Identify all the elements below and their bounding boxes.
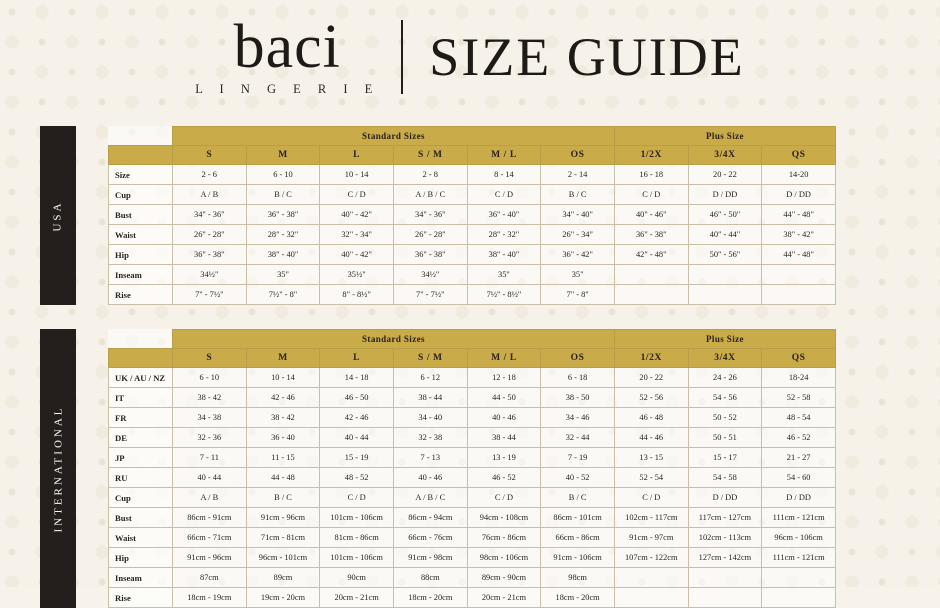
table-cell: C / D: [467, 185, 541, 205]
table-row: [109, 368, 836, 388]
table-cell: 44 - 50: [467, 388, 541, 408]
intl-column-blank: [109, 349, 173, 368]
table-cell: 36" - 38": [173, 245, 247, 265]
table-cell: 8" - 8½": [320, 285, 394, 305]
intl-column-header: S: [173, 349, 247, 368]
table-cell: 54 - 58: [688, 468, 762, 488]
table-cell: 42" - 48": [614, 245, 688, 265]
table-cell: 54 - 56: [688, 388, 762, 408]
table-cell: 11 - 15: [246, 448, 320, 468]
table-cell: [688, 265, 762, 285]
table-cell: 66cm - 71cm: [173, 528, 247, 548]
intl-row-label: RU: [109, 468, 173, 488]
intl-column-header: S / M: [393, 349, 467, 368]
usa-row-label: Bust: [109, 205, 173, 225]
table-cell: 54 - 60: [762, 468, 836, 488]
table-cell: 111cm - 121cm: [762, 508, 836, 528]
table-row: [109, 508, 836, 528]
table-cell: 38 - 42: [246, 408, 320, 428]
international-side-tab: [40, 329, 76, 608]
table-cell: 127cm - 142cm: [688, 548, 762, 568]
table-cell: 15 - 17: [688, 448, 762, 468]
table-cell: B / C: [541, 185, 615, 205]
intl-column-header: 1/2X: [614, 349, 688, 368]
table-cell: 66cm - 76cm: [393, 528, 467, 548]
table-cell: [762, 285, 836, 305]
table-cell: 32 - 38: [393, 428, 467, 448]
table-cell: [614, 265, 688, 285]
table-cell: 38" - 40": [467, 245, 541, 265]
table-row: [109, 528, 836, 548]
table-cell: A / B: [173, 488, 247, 508]
table-cell: D / DD: [688, 185, 762, 205]
intl-column-header: M: [246, 349, 320, 368]
intl-column-header: QS: [762, 349, 836, 368]
table-cell: 50 - 52: [688, 408, 762, 428]
intl-group-blank: [109, 330, 173, 349]
brand-subtitle: L I N G E R I E: [195, 81, 380, 96]
intl-column-header-row: [109, 349, 836, 368]
usa-column-blank: [109, 146, 173, 165]
intl-row-label: IT: [109, 388, 173, 408]
usa-row-label: Size: [109, 165, 173, 185]
intl-row-label: Bust: [109, 508, 173, 528]
table-cell: 89cm: [246, 568, 320, 588]
table-cell: 35": [541, 265, 615, 285]
table-cell: 36" - 40": [467, 205, 541, 225]
table-cell: 38" - 40": [246, 245, 320, 265]
table-cell: 46 - 52: [467, 468, 541, 488]
international-table-block: [52, 329, 836, 608]
usa-table-body: [109, 165, 836, 305]
table-row: [109, 548, 836, 568]
table-cell: 34 - 40: [393, 408, 467, 428]
usa-column-header-row: [109, 146, 836, 165]
table-cell: 91cm - 106cm: [541, 548, 615, 568]
usa-column-header: S / M: [393, 146, 467, 165]
table-cell: [688, 588, 762, 608]
table-cell: 38 - 42: [173, 388, 247, 408]
table-cell: 6 - 12: [393, 368, 467, 388]
table-cell: B / C: [541, 488, 615, 508]
table-cell: D / DD: [762, 185, 836, 205]
usa-group-plus: Plus Size: [614, 127, 835, 146]
table-row: [109, 205, 836, 225]
table-cell: 44 - 46: [614, 428, 688, 448]
intl-group-header-row: [109, 330, 836, 349]
usa-row-label: Waist: [109, 225, 173, 245]
table-cell: 34½": [393, 265, 467, 285]
intl-column-header: M / L: [467, 349, 541, 368]
table-row: [109, 265, 836, 285]
usa-column-header: QS: [762, 146, 836, 165]
usa-row-label: Rise: [109, 285, 173, 305]
table-cell: [762, 588, 836, 608]
table-cell: 6 - 18: [541, 368, 615, 388]
table-cell: 36" - 42": [541, 245, 615, 265]
table-cell: 90cm: [320, 568, 394, 588]
table-cell: 20cm - 21cm: [467, 588, 541, 608]
table-cell: 7 - 13: [393, 448, 467, 468]
table-cell: 12 - 18: [467, 368, 541, 388]
table-cell: 42 - 46: [320, 408, 394, 428]
table-row: [109, 185, 836, 205]
table-cell: 19cm - 20cm: [246, 588, 320, 608]
table-cell: 18cm - 19cm: [173, 588, 247, 608]
table-cell: A / B / C: [393, 488, 467, 508]
usa-column-header: 3/4X: [688, 146, 762, 165]
table-cell: 102cm - 117cm: [614, 508, 688, 528]
table-cell: 98cm: [541, 568, 615, 588]
table-cell: [614, 568, 688, 588]
table-cell: 52 - 58: [762, 388, 836, 408]
intl-row-label: Rise: [109, 588, 173, 608]
table-cell: 7 - 11: [173, 448, 247, 468]
table-cell: 32 - 44: [541, 428, 615, 448]
table-cell: 107cm - 122cm: [614, 548, 688, 568]
usa-side-tab-label: USA: [51, 199, 64, 232]
intl-row-label: JP: [109, 448, 173, 468]
table-cell: 18cm - 20cm: [393, 588, 467, 608]
table-cell: 91cm - 96cm: [173, 548, 247, 568]
page-title: SIZE GUIDE: [429, 27, 745, 87]
table-row: [109, 568, 836, 588]
table-cell: 40 - 44: [173, 468, 247, 488]
intl-group-standard: Standard Sizes: [173, 330, 615, 349]
table-cell: 91cm - 96cm: [246, 508, 320, 528]
table-row: [109, 388, 836, 408]
page-header: [0, 0, 940, 96]
table-cell: 38 - 44: [467, 428, 541, 448]
table-cell: 18cm - 20cm: [541, 588, 615, 608]
table-cell: 38 - 44: [393, 388, 467, 408]
table-cell: 44" - 48": [762, 205, 836, 225]
table-cell: 16 - 18: [614, 165, 688, 185]
table-cell: 40 - 44: [320, 428, 394, 448]
usa-row-label: Hip: [109, 245, 173, 265]
table-cell: 2 - 6: [173, 165, 247, 185]
usa-group-blank: [109, 127, 173, 146]
table-cell: 35": [467, 265, 541, 285]
table-cell: 101cm - 106cm: [320, 508, 394, 528]
table-cell: 13 - 15: [614, 448, 688, 468]
table-cell: 7" - 7½": [173, 285, 247, 305]
intl-row-label: Hip: [109, 548, 173, 568]
table-cell: 10 - 14: [246, 368, 320, 388]
table-cell: 7½" - 8½": [467, 285, 541, 305]
table-row: [109, 468, 836, 488]
intl-row-label: Waist: [109, 528, 173, 548]
table-cell: 50" - 56": [688, 245, 762, 265]
table-cell: 98cm - 106cm: [467, 548, 541, 568]
table-cell: 96cm - 101cm: [246, 548, 320, 568]
intl-column-header: L: [320, 349, 394, 368]
intl-row-label: Cup: [109, 488, 173, 508]
table-cell: 46" - 50": [688, 205, 762, 225]
table-cell: 36" - 38": [614, 225, 688, 245]
table-cell: 34 - 38: [173, 408, 247, 428]
table-cell: 6 - 10: [246, 165, 320, 185]
table-cell: 46 - 48: [614, 408, 688, 428]
table-cell: 26" - 34": [541, 225, 615, 245]
usa-column-header: M / L: [467, 146, 541, 165]
table-row: [109, 408, 836, 428]
table-cell: 52 - 56: [614, 388, 688, 408]
table-cell: [762, 265, 836, 285]
table-cell: A / B / C: [393, 185, 467, 205]
table-row: [109, 428, 836, 448]
table-row: [109, 285, 836, 305]
table-cell: 10 - 14: [320, 165, 394, 185]
table-cell: 44 - 48: [246, 468, 320, 488]
table-cell: 101cm - 106cm: [320, 548, 394, 568]
table-cell: B / C: [246, 488, 320, 508]
intl-group-plus: Plus Size: [614, 330, 835, 349]
table-cell: 21 - 27: [762, 448, 836, 468]
table-cell: 81cm - 86cm: [320, 528, 394, 548]
table-cell: 42 - 46: [246, 388, 320, 408]
table-cell: 48 - 54: [762, 408, 836, 428]
intl-table-body: [109, 368, 836, 608]
usa-column-header: S: [173, 146, 247, 165]
usa-table-block: [51, 126, 836, 305]
table-cell: D / DD: [688, 488, 762, 508]
table-cell: 7½" - 8": [246, 285, 320, 305]
table-row: [109, 245, 836, 265]
table-cell: B / C: [246, 185, 320, 205]
table-cell: 13 - 19: [467, 448, 541, 468]
usa-group-standard: Standard Sizes: [173, 127, 615, 146]
intl-row-label: Inseam: [109, 568, 173, 588]
table-cell: 26" - 28": [173, 225, 247, 245]
intl-row-label: FR: [109, 408, 173, 428]
intl-column-header: 3/4X: [688, 349, 762, 368]
table-cell: 76cm - 86cm: [467, 528, 541, 548]
table-cell: 40 - 46: [393, 468, 467, 488]
usa-row-label: Cup: [109, 185, 173, 205]
table-cell: 36 - 40: [246, 428, 320, 448]
table-row: [109, 488, 836, 508]
table-cell: 102cm - 113cm: [688, 528, 762, 548]
usa-size-table: [108, 126, 836, 305]
table-cell: 40" - 42": [320, 245, 394, 265]
table-cell: 8 - 14: [467, 165, 541, 185]
table-cell: C / D: [614, 488, 688, 508]
table-cell: 38" - 42": [762, 225, 836, 245]
table-cell: 38 - 50: [541, 388, 615, 408]
table-cell: 89cm - 90cm: [467, 568, 541, 588]
table-cell: 86cm - 101cm: [541, 508, 615, 528]
table-cell: C / D: [614, 185, 688, 205]
table-cell: A / B: [173, 185, 247, 205]
intl-row-label: DE: [109, 428, 173, 448]
usa-column-header: OS: [541, 146, 615, 165]
table-cell: 7" - 7½": [393, 285, 467, 305]
table-cell: 40" - 42": [320, 205, 394, 225]
table-cell: 36" - 38": [393, 245, 467, 265]
table-cell: [688, 568, 762, 588]
table-cell: 36" - 38": [246, 205, 320, 225]
table-cell: 117cm - 127cm: [688, 508, 762, 528]
table-cell: 7 - 19: [541, 448, 615, 468]
table-cell: 34" - 36": [393, 205, 467, 225]
table-cell: 50 - 51: [688, 428, 762, 448]
table-cell: 34½": [173, 265, 247, 285]
table-cell: C / D: [467, 488, 541, 508]
table-cell: 7" - 8": [541, 285, 615, 305]
table-row: [109, 588, 836, 608]
header-divider: [401, 20, 403, 94]
table-cell: 18-24: [762, 368, 836, 388]
table-cell: 2 - 8: [393, 165, 467, 185]
table-cell: 91cm - 97cm: [614, 528, 688, 548]
table-cell: 14 - 18: [320, 368, 394, 388]
table-cell: 86cm - 91cm: [173, 508, 247, 528]
table-cell: 34 - 46: [541, 408, 615, 428]
brand-name: baci: [233, 12, 341, 81]
table-cell: 86cm - 94cm: [393, 508, 467, 528]
brand-logo: [195, 12, 401, 97]
usa-column-header: M: [246, 146, 320, 165]
table-cell: 6 - 10: [173, 368, 247, 388]
intl-row-label: UK / AU / NZ: [109, 368, 173, 388]
table-cell: [762, 568, 836, 588]
table-cell: C / D: [320, 488, 394, 508]
table-cell: D / DD: [762, 488, 836, 508]
usa-group-header-row: [109, 127, 836, 146]
table-cell: 44" - 48": [762, 245, 836, 265]
table-cell: 91cm - 98cm: [393, 548, 467, 568]
table-cell: [614, 588, 688, 608]
table-cell: 35": [246, 265, 320, 285]
table-cell: 48 - 52: [320, 468, 394, 488]
table-cell: 34" - 40": [541, 205, 615, 225]
usa-side-tab: [40, 126, 76, 305]
table-cell: 20 - 22: [614, 368, 688, 388]
table-cell: [688, 285, 762, 305]
table-cell: 20cm - 21cm: [320, 588, 394, 608]
table-cell: 94cm - 108cm: [467, 508, 541, 528]
table-cell: C / D: [320, 185, 394, 205]
table-cell: [614, 285, 688, 305]
table-row: [109, 225, 836, 245]
table-cell: 15 - 19: [320, 448, 394, 468]
table-row: [109, 448, 836, 468]
intl-column-header: OS: [541, 349, 615, 368]
table-cell: 26" - 28": [393, 225, 467, 245]
table-cell: 88cm: [393, 568, 467, 588]
table-cell: 46 - 52: [762, 428, 836, 448]
table-cell: 40" - 44": [688, 225, 762, 245]
table-cell: 40" - 46": [614, 205, 688, 225]
table-row: [109, 165, 836, 185]
table-cell: 28" - 32": [246, 225, 320, 245]
table-cell: 66cm - 86cm: [541, 528, 615, 548]
table-cell: 46 - 50: [320, 388, 394, 408]
table-cell: 14-20: [762, 165, 836, 185]
table-cell: 24 - 26: [688, 368, 762, 388]
table-cell: 96cm - 106cm: [762, 528, 836, 548]
table-cell: 111cm - 121cm: [762, 548, 836, 568]
table-cell: 20 - 22: [688, 165, 762, 185]
table-cell: 40 - 46: [467, 408, 541, 428]
table-cell: 35½": [320, 265, 394, 285]
table-cell: 2 - 14: [541, 165, 615, 185]
usa-column-header: L: [320, 146, 394, 165]
table-cell: 28" - 32": [467, 225, 541, 245]
table-cell: 34" - 36": [173, 205, 247, 225]
table-cell: 52 - 54: [614, 468, 688, 488]
usa-column-header: 1/2X: [614, 146, 688, 165]
table-cell: 71cm - 81cm: [246, 528, 320, 548]
international-side-tab-label: INTERNATIONAL: [52, 405, 65, 532]
table-cell: 40 - 52: [541, 468, 615, 488]
table-cell: 32" - 34": [320, 225, 394, 245]
international-size-table: [108, 329, 836, 608]
usa-row-label: Inseam: [109, 265, 173, 285]
table-cell: 32 - 36: [173, 428, 247, 448]
table-cell: 87cm: [173, 568, 247, 588]
